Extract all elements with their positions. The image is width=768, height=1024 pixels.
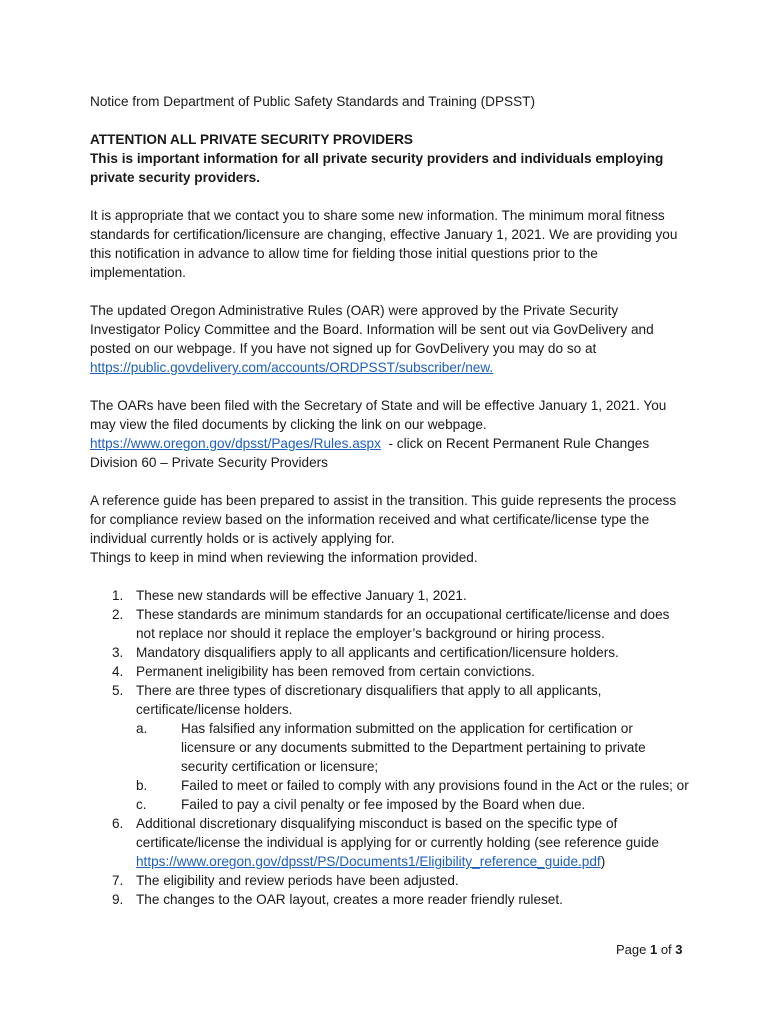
list-item bbox=[90, 871, 690, 890]
page-footer bbox=[616, 942, 683, 957]
govdelivery-link[interactable]: https://public.govdelivery.com/accounts/ORDPSST/subscriber/new. bbox=[90, 360, 494, 375]
division-line: Division 60 – Private Security Providers bbox=[90, 455, 328, 470]
list-item bbox=[90, 586, 690, 605]
sublist-item-text: Failed to meet or failed to comply with any provisions found in the Act or the rules; or bbox=[181, 778, 689, 793]
list-item-number: 6. bbox=[112, 816, 124, 831]
list-item-text: Permanent ineligibility has been removed from certain convictions. bbox=[136, 664, 535, 679]
list-item-text: Additional discretionary disqualifying misconduct is based on the specific type of certificate/license the individual is applying for or currently holding (see reference guide bbox=[136, 816, 659, 850]
intro-bold: This is important information for all private security providers and individuals employing private security providers. bbox=[90, 151, 664, 185]
list-item bbox=[90, 643, 690, 662]
sublist-item-letter: a. bbox=[136, 721, 148, 736]
list-item-number: 1. bbox=[112, 588, 124, 603]
numbered-list bbox=[90, 586, 690, 909]
list-item bbox=[90, 662, 690, 681]
eligibility-guide-link[interactable]: https://www.oregon.gov/dpsst/PS/Documents1/Eligibility_reference_guide.pdf bbox=[136, 854, 601, 869]
page-word: Page bbox=[616, 942, 650, 957]
notice-line: Notice from Department of Public Safety Standards and Training (DPSST) bbox=[90, 94, 536, 109]
sublist-item bbox=[136, 719, 690, 776]
list-item bbox=[90, 814, 690, 871]
paragraph-moral-fitness: It is appropriate that we contact you to share some new information. The minimum moral fitness standards for certification/licensure are changing, effective January 1, 2021. We are providing you this notification in advance to allow time for fielding those initial questions prior to the implementation. bbox=[90, 208, 678, 280]
paragraph-things-to-keep: Things to keep in mind when reviewing the information provided. bbox=[90, 550, 478, 565]
rules-link-line bbox=[90, 434, 690, 453]
paragraph-oar-approval bbox=[90, 301, 690, 377]
list-item-number: 3. bbox=[112, 645, 124, 660]
page-total: 3 bbox=[675, 942, 683, 957]
sublist-item-letter: b. bbox=[136, 778, 148, 793]
list-item-closing-paren: ) bbox=[600, 854, 606, 869]
list-item-number: 9. bbox=[112, 892, 124, 907]
paragraph-secretary-filing: The OARs have been filed with the Secretary of State and will be effective January 1, 2021. You may view the filed documents by clicking the link on our webpage. bbox=[90, 398, 667, 432]
list-item-text: The eligibility and review periods have been adjusted. bbox=[136, 873, 459, 888]
page-of-word: of bbox=[657, 942, 676, 957]
sublist-item-letter: c. bbox=[136, 797, 147, 812]
list-item bbox=[90, 605, 690, 643]
list-item-number: 2. bbox=[112, 607, 124, 622]
list-item-text: Mandatory disqualifiers apply to all applicants and certification/licensure holders. bbox=[136, 645, 619, 660]
list-item-number: 5. bbox=[112, 683, 124, 698]
attention-heading: ATTENTION ALL PRIVATE SECURITY PROVIDERS bbox=[90, 132, 414, 147]
list-item bbox=[90, 890, 690, 909]
paragraph-oar-approval-text: The updated Oregon Administrative Rules (OAR) were approved by the Private Security Investigator Policy Committee and the Board. Information will be sent out via GovDelivery and posted on our webpage. If you have not signed up for GovDelivery you may do so at bbox=[90, 303, 654, 356]
list-item-text: The changes to the OAR layout, creates a more reader friendly ruleset. bbox=[136, 892, 563, 907]
list-item-text: These standards are minimum standards for an occupational certificate/license and does not replace nor should it replace the employer’s background or hiring process. bbox=[136, 607, 670, 641]
document-body bbox=[90, 92, 690, 909]
rules-link-instruction: - click on Recent Permanent Rule Changes bbox=[380, 436, 650, 451]
list-item-text: There are three types of discretionary disqualifiers that apply to all applicants, certificate/license holders. bbox=[136, 683, 602, 717]
list-item-number: 4. bbox=[112, 664, 124, 679]
sublist-item bbox=[136, 776, 690, 795]
page-current: 1 bbox=[649, 942, 658, 957]
sublist-item-text: Failed to pay a civil penalty or fee imposed by the Board when due. bbox=[181, 797, 586, 812]
list-item-number: 7. bbox=[112, 873, 124, 888]
rules-link[interactable]: https://www.oregon.gov/dpsst/Pages/Rules.aspx bbox=[90, 436, 381, 451]
sublist-item bbox=[136, 795, 690, 814]
list-item bbox=[90, 681, 690, 814]
sublist-item-text: Has falsified any information submitted on the application for certification or licensure or any documents submitted to the Department pertaining to private security certification or licensure; bbox=[181, 721, 646, 774]
list-item-text: These new standards will be effective January 1, 2021. bbox=[136, 588, 467, 603]
lettered-sublist bbox=[136, 719, 690, 814]
paragraph-reference-guide: A reference guide has been prepared to assist in the transition. This guide represents the process for compliance review based on the information received and what certificate/license type the individual currently holds or is actively applying for. bbox=[90, 493, 677, 546]
